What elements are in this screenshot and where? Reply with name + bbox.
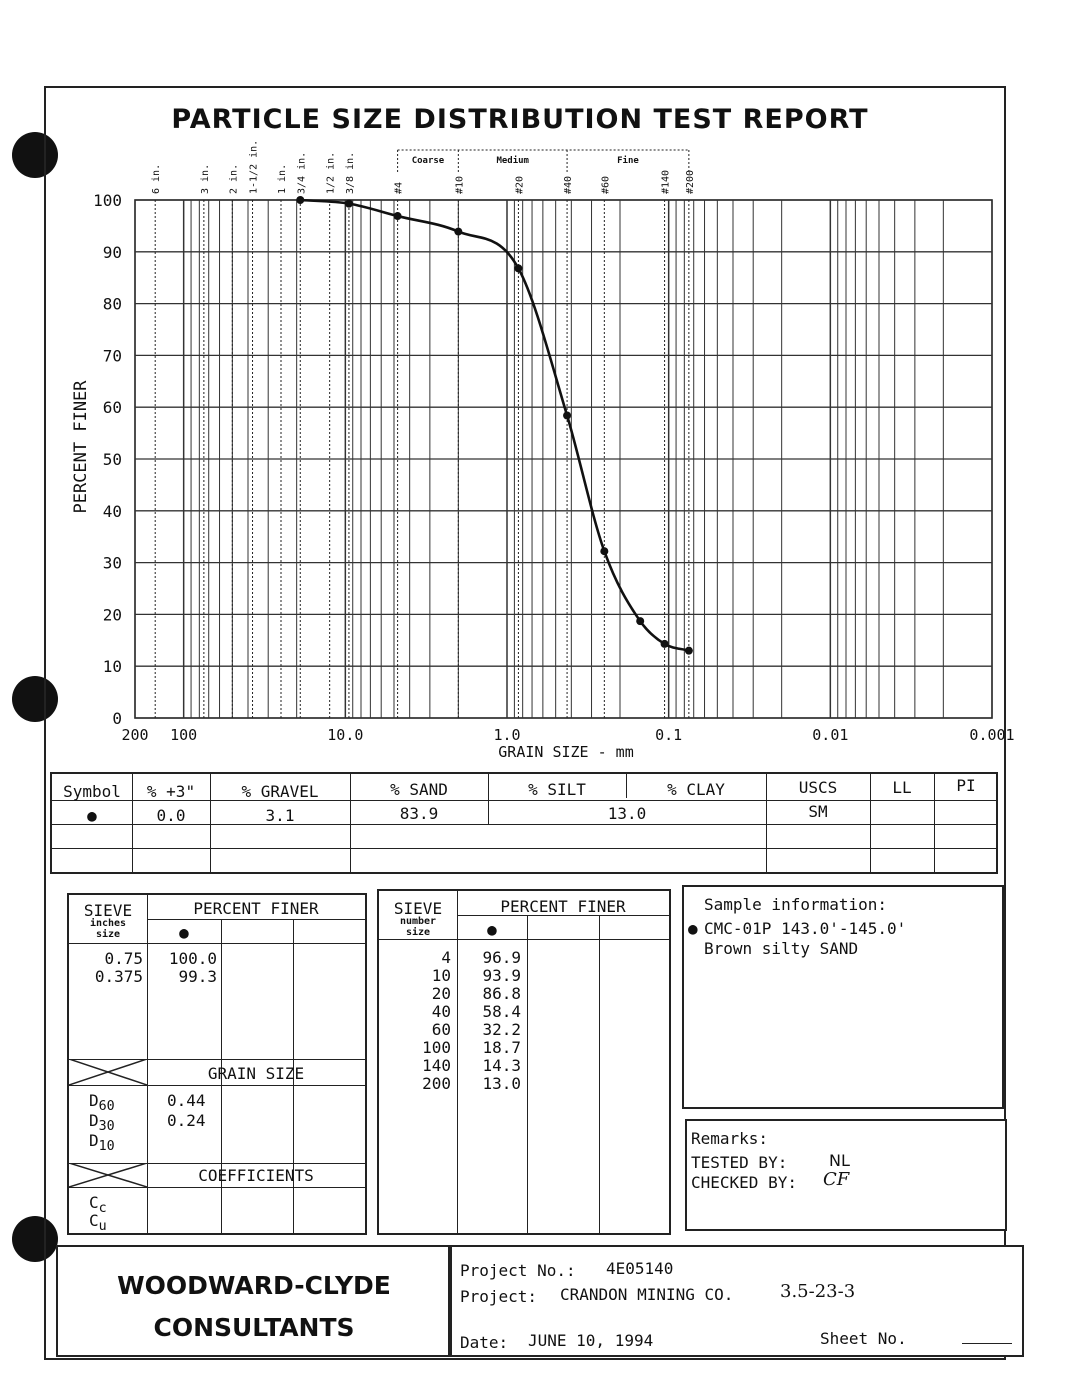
report-date: JUNE 10, 1994 [528,1331,654,1350]
x-tick-label: 0.1 [655,726,683,744]
series-symbol: ● [487,920,497,939]
checked-by-signature: CF [823,1169,850,1190]
sieve-header: SIEVE [393,899,443,918]
sieve-label: #60 [600,175,612,194]
row-plus3: 0.0 [156,806,186,825]
sieve-label: 1-1/2 in. [248,139,260,194]
data-point [454,228,462,236]
sieve-label: #40 [563,175,575,194]
remarks-heading: Remarks: [691,1129,769,1148]
col-header-pi: PI [956,776,976,795]
tested-by-value: NL [829,1151,850,1170]
percent-finer-value: 100.0 [168,949,217,968]
project-number-label: Project No.: [460,1261,576,1280]
percent-finer-value: 99.3 [178,967,217,986]
sieve-size: 200 [422,1074,451,1093]
percent-finer-value: 18.7 [482,1038,521,1057]
sieve-size: 60 [431,1020,451,1039]
y-axis-label: PERCENT FINER [71,380,91,514]
sieve-label: 6 in. [151,163,163,194]
sample-information-box [682,885,1004,1109]
col-header-gravel: % GRAVEL [241,782,319,801]
sieve-label: #4 [393,181,405,194]
sieve-label: 3/4 in. [296,151,308,194]
col-header-plus3: % +3" [146,782,196,801]
sand-range-label: Medium [496,156,529,166]
y-tick-label: 70 [102,346,122,366]
percent-finer-value: 14.3 [482,1056,521,1075]
data-point [394,212,402,220]
percent-finer-value: 13.0 [482,1074,521,1093]
row-uscs: SM [808,802,828,821]
data-point [514,264,522,272]
project-number: 4E05140 [606,1259,674,1278]
percent-finer-header: PERCENT FINER [500,897,626,916]
sieve-size: 0.75 [104,949,143,968]
d60-value: 0.44 [167,1091,206,1110]
sieve-header: SIEVE [83,901,133,920]
summary-table [50,772,998,874]
sand-range-label: Coarse [411,156,445,166]
cu-label: $C_u$ [89,1211,107,1235]
sieve-label: #200 [684,169,696,194]
sheet-number-blank [962,1343,1012,1344]
handwritten-note: 3.5-23-3 [780,1281,856,1302]
row-symbol: ● [87,806,97,825]
chart-tick-labels [93,191,1014,744]
grain-size-header: GRAIN SIZE [207,1064,305,1083]
col-header-uscs: USCS [798,778,838,797]
col-header-sand: % SAND [390,780,448,799]
sieve-size: 100 [422,1038,451,1057]
report-title: PARTICLE SIZE DISTRIBUTION TEST REPORT [171,104,869,135]
sieve-header-size: size [405,927,431,938]
chart-sieve-labels [151,140,696,718]
remarks-box [685,1119,1007,1231]
sieve-label: 2 in. [228,163,240,194]
project-name: CRANDON MINING CO. [560,1285,734,1304]
sieve-label: 1/2 in. [325,151,337,194]
percent-finer-value: 93.9 [482,966,521,985]
row-sand: 83.9 [399,804,439,823]
sieve-size-list [69,950,143,986]
sieve-size-list [379,949,451,1093]
cc-label: $C_c$ [89,1193,107,1217]
sample-id: CMC-01P 143.0'-145.0' [704,919,907,938]
x-tick-label: 100 [170,726,198,744]
chart-series [296,196,693,655]
sieve-number-table [377,889,671,1235]
sieve-size: 10 [431,966,451,985]
company-name-line1: WOODWARD-CLYDE [117,1271,391,1300]
col-header-ll: LL [892,778,912,797]
series-symbol: ● [179,923,189,942]
data-point [636,617,644,625]
sieve-header-unit: number [399,916,437,927]
sieve-header-unit: inches [89,918,127,929]
sieve-label: #10 [454,175,466,194]
sieve-size: 140 [422,1056,451,1075]
y-tick-label: 30 [102,553,122,573]
sieve-label: 3/8 in. [344,151,356,194]
x-tick-label: 10.0 [327,726,364,744]
sand-range-label: Fine [617,156,639,166]
percent-finer-value: 96.9 [482,948,521,967]
sieve-size: 0.375 [94,967,143,986]
percent-finer-list [147,950,217,986]
y-tick-label: 100 [93,191,122,210]
footer-company-box [56,1245,450,1357]
data-point [661,640,669,648]
sieve-size: 4 [441,948,451,967]
percent-finer-header: PERCENT FINER [193,899,319,918]
data-point [296,196,304,204]
date-label: Date: [460,1333,509,1352]
sieve-label: #20 [514,175,526,194]
row-gravel: 3.1 [265,806,295,825]
sieve-size: 40 [431,1002,451,1021]
d60-label: $D_{60}$ [89,1091,115,1115]
sheet-number-label: Sheet No. [820,1329,907,1348]
tested-by-label: TESTED BY: [691,1153,788,1172]
percent-finer-value: 32.2 [482,1020,521,1039]
sample-symbol: ● [688,919,698,938]
coefficients-header: COEFFICIENTS [198,1166,314,1185]
data-point [345,200,353,208]
y-tick-label: 80 [102,294,122,314]
d30-value: 0.24 [167,1111,206,1130]
chart-grid [135,200,992,718]
x-axis-label: GRAIN SIZE - mm [498,743,634,761]
col-header-silt: % SILT [528,780,586,799]
x-tick-label: 0.01 [812,726,849,744]
project-label: Project: [460,1287,538,1306]
sample-info-heading: Sample information: [704,895,888,914]
sieve-label: #140 [660,169,672,194]
percent-finer-value: 86.8 [482,984,521,1003]
d30-label: $D_{30}$ [89,1111,115,1135]
y-tick-label: 60 [102,398,122,418]
crossed-cell [69,1059,147,1085]
y-tick-label: 20 [102,605,122,625]
sieve-size: 20 [431,984,451,1003]
x-tick-label: 1.0 [493,726,521,744]
data-point [685,647,693,655]
y-tick-label: 10 [102,657,122,677]
col-header-symbol: Symbol [63,782,121,801]
data-point [563,411,571,419]
sample-description: Brown silty SAND [704,939,859,958]
checked-by-label: CHECKED BY: [691,1173,797,1192]
percent-finer-list [457,949,521,1093]
footer-project-box [450,1245,1024,1357]
d10-label: $D_{10}$ [89,1131,115,1155]
sieve-label: 1 in. [276,163,288,194]
sieve-inches-table [67,893,367,1235]
sieve-label: 3 in. [199,163,211,194]
y-tick-label: 0 [112,709,122,728]
y-tick-label: 50 [102,450,122,469]
col-header-clay: % CLAY [667,780,725,799]
x-tick-label: 200 [121,726,149,744]
company-name-line2: CONSULTANTS [153,1313,355,1342]
sieve-header-size: size [95,929,121,940]
percent-finer-value: 58.4 [482,1002,521,1021]
y-tick-label: 40 [102,501,122,521]
row-silt-clay: 13.0 [607,804,647,823]
x-tick-label: 0.001 [969,726,1015,744]
gradation-curve [300,200,689,651]
crossed-cell [69,1163,147,1187]
y-tick-label: 90 [102,242,122,262]
data-point [600,547,608,555]
